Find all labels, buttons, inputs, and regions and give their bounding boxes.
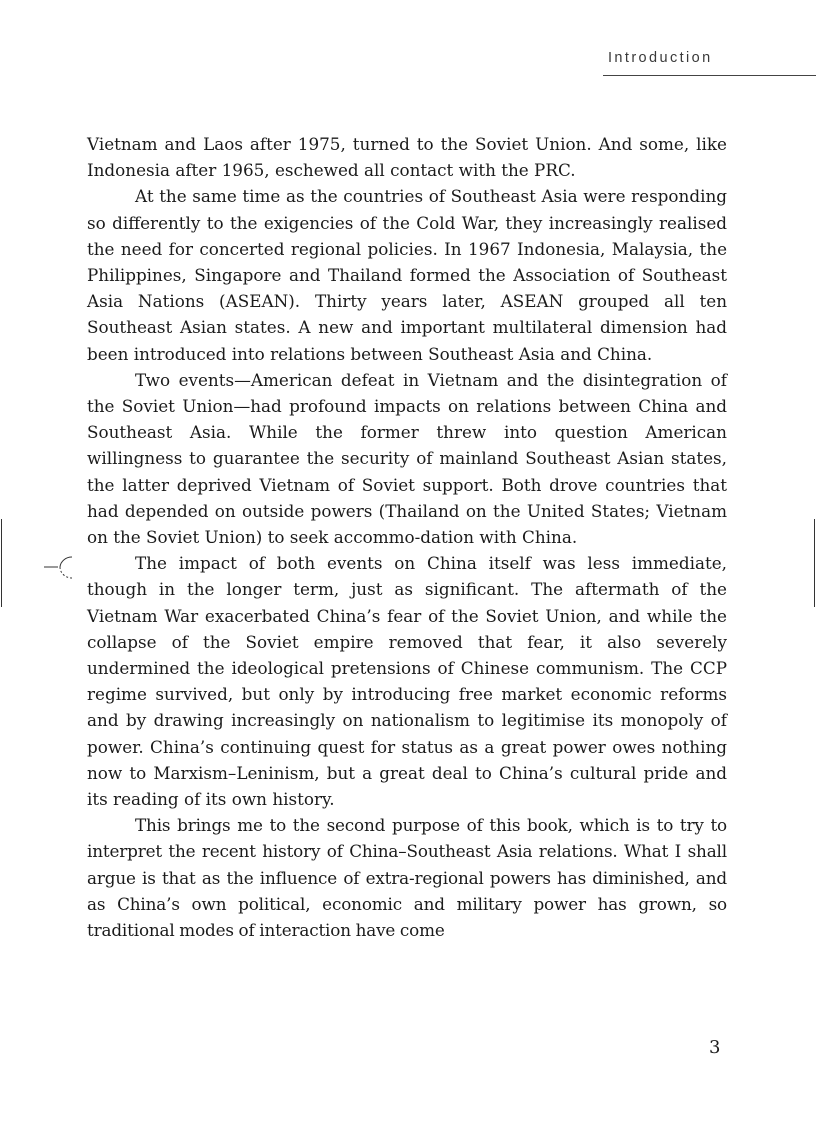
paragraph-1: Vietnam and Laos after 1975, turned to the Soviet Union. And some, like Indonesia after 1965, eschewed all contact with the PRC. <box>87 134 727 181</box>
header-rule <box>603 75 816 76</box>
paragraph-4: The impact of both events on China itself was less immediate, though in the longer term, just as significant. The aftermath of the Vietnam War exacerbated China’s fear of the Soviet Union, and while the collapse of the Soviet empire removed that fear, it also severely undermined the ideological pretensions of Chinese communism. The CCP regime survived, but only by introducing free market economic reforms and by drawing increasingly on nationalism to legitimise its monopoly of power. China’s continuing quest for status as a great power owes nothing now to Marxism–Leninism, but a great deal to China’s cultural pride and its reading of its own history. <box>87 553 727 810</box>
body-text <box>87 131 727 943</box>
left-trim-mark <box>1 519 2 607</box>
right-trim-mark <box>814 519 815 607</box>
page-number: 3 <box>709 1037 721 1058</box>
paragraph-2: At the same time as the countries of Southeast Asia were responding so differently to the exigencies of the Cold War, they increasingly realised the need for concerted regional policies. In 1967 Indonesia, Malaysia, the Philippines, Singapore and Thailand formed the Association of Southeast Asia Nations (ASEAN). Thirty years later, ASEAN grouped all ten Southeast Asian states. A new and important multilateral dimension had been introduced into relations between Southeast Asia and China. <box>87 186 727 364</box>
running-header-title: Introduction <box>608 50 713 66</box>
registration-mark-icon <box>42 553 82 583</box>
paragraph-5: This brings me to the second purpose of this book, which is to try to interpret the recent history of China–Southeast Asia relations. What I shall argue is that as the influence of extra-regional powers has diminished, and as China’s own political, economic and military power has grown, so traditional modes of interaction have come <box>87 815 727 941</box>
paragraph-3: Two events—American defeat in Vietnam and the disintegration of the Soviet Union—had profound impacts on relations between China and Southeast Asia. While the former threw into question American willingness to guarantee the security of mainland Southeast Asian states, the latter deprived Vietnam of Soviet support. Both drove countries that had depended on outside powers (Thailand on the United States; Vietnam on the Soviet Union) to seek accommo-dation with China. <box>87 369 727 548</box>
